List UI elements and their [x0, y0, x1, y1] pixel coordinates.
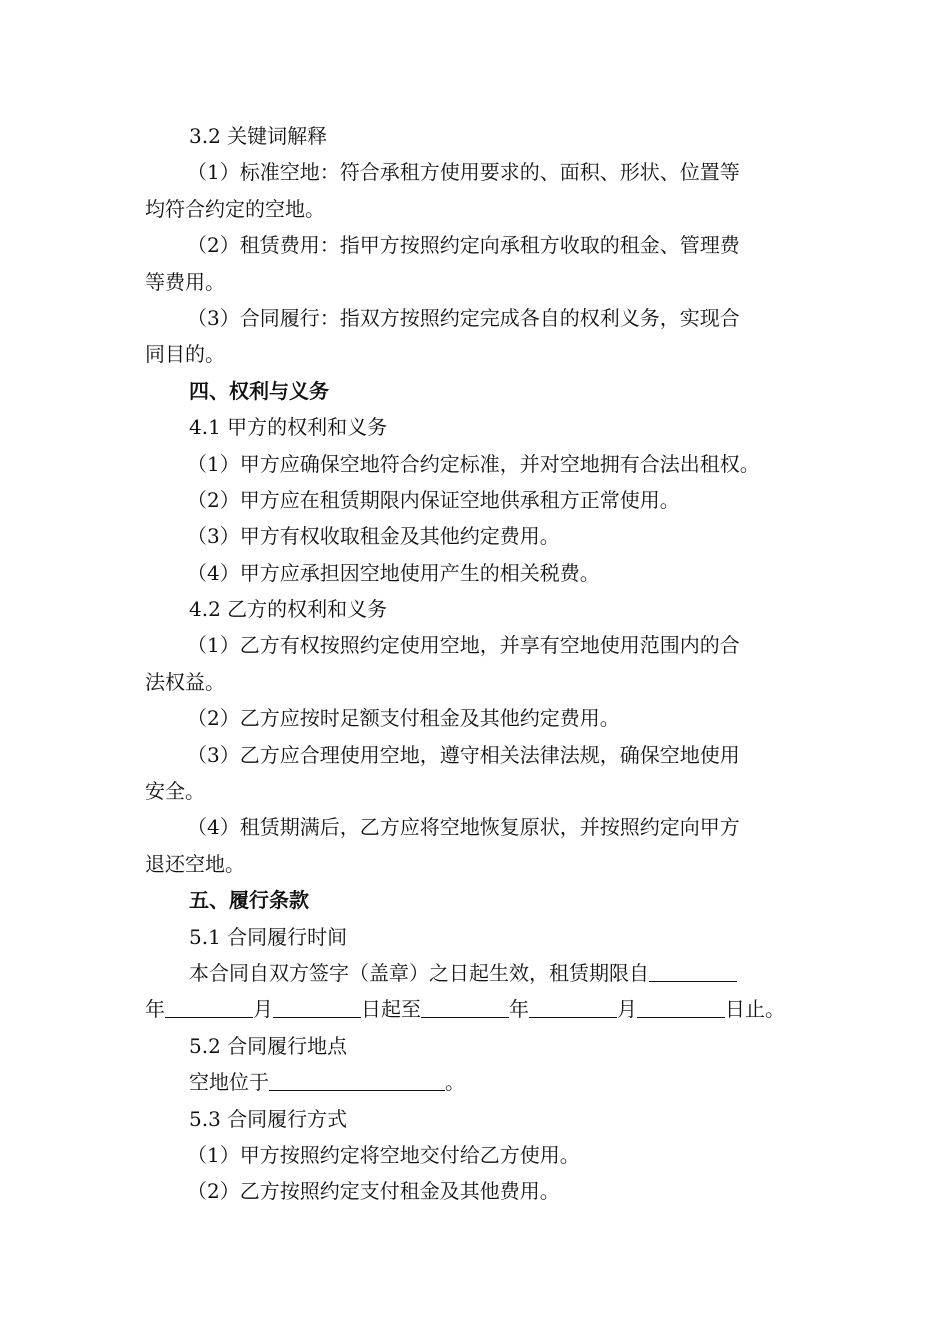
clause-4-2-item-4-line-2: 退还空地。: [145, 851, 245, 876]
clause-4-2-item-3-line-1: （3）乙方应合理使用空地，遵守相关法律法规，确保空地使用: [187, 742, 740, 767]
clause-3-2-item-1-line-1: （1）标准空地：符合承租方使用要求的、面积、形状、位置等: [187, 160, 740, 185]
clause-3-2-title: 3.2 关键词解释: [189, 124, 328, 148]
start-day-label: 日起至: [361, 997, 421, 1022]
end-day-label: 日止。: [725, 997, 785, 1022]
clause-4-2-item-1-line-1: （1）乙方有权按照约定使用空地，并享有空地使用范围内的合: [187, 633, 740, 658]
clause-4-1-item-1: （1）甲方应确保空地符合约定标准，并对空地拥有合法出租权。: [187, 451, 760, 476]
end-year-blank[interactable]: [421, 997, 509, 1018]
end-month-label: 月: [617, 997, 637, 1022]
clause-4-1-item-2: （2）甲方应在租赁期限内保证空地供承租方正常使用。: [187, 487, 680, 512]
section-4-heading: 四、权利与义务: [189, 378, 329, 403]
clause-4-1-item-4: （4）甲方应承担因空地使用产生的相关税费。: [187, 560, 600, 585]
start-day-blank[interactable]: [273, 997, 361, 1018]
clause-5-3-item-2: （2）乙方按照约定支付租金及其他费用。: [187, 1179, 560, 1204]
end-year-label: 年: [509, 997, 529, 1022]
clause-4-1-item-3: （3）甲方有权收取租金及其他约定费用。: [187, 524, 560, 549]
document-body: [145, 118, 810, 1210]
clause-3-2-item-3-line-1: （3）合同履行：指双方按照约定完成各自的权利义务，实现合: [187, 305, 740, 330]
start-month-label: 月: [253, 997, 273, 1022]
location-blank[interactable]: [269, 1070, 445, 1091]
clause-5-1-text-line-2: [145, 991, 810, 1027]
location-end-mark: 。: [445, 1070, 465, 1095]
clause-3-2-item-1-line-2: 均符合约定的空地。: [145, 196, 325, 221]
end-day-blank[interactable]: [637, 997, 725, 1018]
clause-3-2-item-3-line-2: 同目的。: [145, 342, 225, 367]
clause-5-1-text-line-1: [145, 955, 810, 991]
clause-5-2-text: [145, 1064, 810, 1100]
clause-4-2-item-3-line-2: 安全。: [145, 779, 205, 804]
clause-3-2-item-2-line-2: 等费用。: [145, 269, 225, 294]
clause-5-2-title: 5.2 合同履行地点: [189, 1033, 348, 1058]
clause-4-2-item-1-line-2: 法权益。: [145, 669, 225, 694]
clause-4-2-title: 4.2 乙方的权利和义务: [189, 597, 388, 622]
clause-5-3-title: 5.3 合同履行方式: [189, 1106, 348, 1131]
start-year-label: 年: [145, 997, 165, 1022]
clause-4-2-item-2: （2）乙方应按时足额支付租金及其他约定费用。: [187, 706, 620, 731]
location-label: 空地位于: [189, 1070, 269, 1095]
clause-4-2-item-4-line-1: （4）租赁期满后，乙方应将空地恢复原状，并按照约定向甲方: [187, 815, 740, 840]
clause-5-1-title: 5.1 合同履行时间: [189, 924, 348, 949]
clause-4-1-title: 4.1 甲方的权利和义务: [189, 415, 388, 440]
section-5-heading: 五、履行条款: [189, 888, 309, 913]
start-year-blank[interactable]: [649, 961, 737, 982]
clause-5-3-item-1: （1）甲方按照约定将空地交付给乙方使用。: [187, 1142, 580, 1167]
clause-3-2-item-2-line-1: （2）租赁费用：指甲方按照约定向承租方收取的租金、管理费: [187, 233, 740, 258]
clause-5-1-text: 本合同自双方签字（盖章）之日起生效，租赁期限自: [189, 960, 649, 985]
start-month-blank[interactable]: [165, 997, 253, 1018]
end-month-blank[interactable]: [529, 997, 617, 1018]
